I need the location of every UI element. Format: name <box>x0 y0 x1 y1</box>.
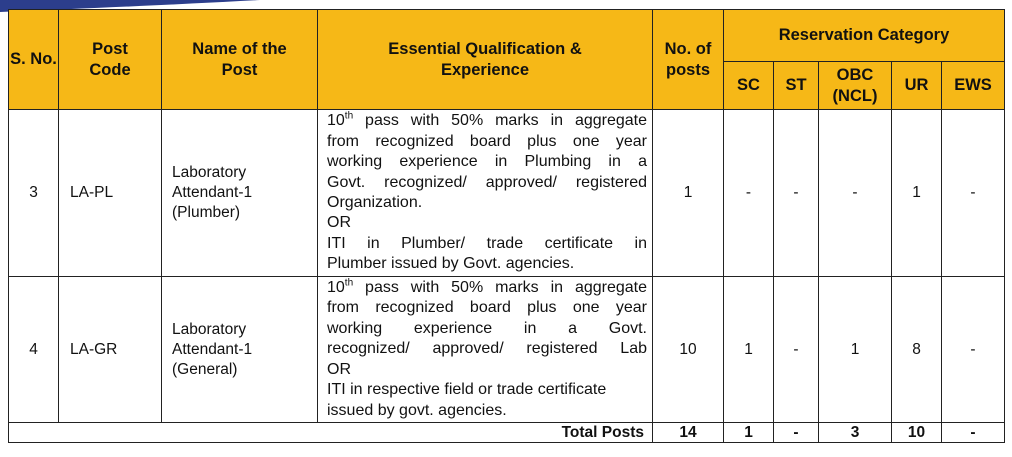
header-post-name: Name of the Post <box>162 10 318 110</box>
qualification-sup: th <box>344 111 354 123</box>
header-ur: UR <box>892 62 942 110</box>
qualification-line: OR <box>327 214 351 232</box>
total-row <box>9 423 1005 443</box>
cell-post-name <box>162 277 318 423</box>
cell-ur: 8 <box>892 277 942 423</box>
qualification-line: from recognized board plus one year <box>327 299 647 317</box>
post-name-line: Attendant-1 <box>172 340 253 358</box>
cell-ews: - <box>942 110 1005 277</box>
cell-post-code: LA-GR <box>59 277 162 423</box>
qualification-line <box>327 111 647 131</box>
qualification-line: working experience in Plumbing in a <box>327 153 647 171</box>
qualification-rest: pass with 50% marks in aggregate <box>353 279 647 297</box>
qualification-line: working experience in a Govt. <box>327 319 647 337</box>
post-name-line: (General) <box>172 360 238 378</box>
qualification-line: issued by govt. agencies. <box>327 401 507 419</box>
cell-sc: - <box>724 110 774 277</box>
header-sno: S. No. <box>9 10 59 110</box>
header-no-of-posts: No. of posts <box>653 10 724 110</box>
total-posts-label: Total Posts <box>9 423 653 443</box>
total-st: - <box>774 423 819 443</box>
qualification-prefix: 10 <box>327 279 345 297</box>
header-qualification: Essential Qualification & Experience <box>318 10 653 110</box>
total-ews: - <box>942 423 1005 443</box>
qualification-line: Organization. <box>327 194 423 211</box>
qualification-line: Plumber issued by Govt. agencies. <box>327 255 575 273</box>
qualification-line <box>327 278 647 298</box>
header-sc: SC <box>724 62 774 110</box>
total-ur: 10 <box>892 423 942 443</box>
table-row <box>9 277 1005 423</box>
cell-sno: 3 <box>9 110 59 277</box>
post-name-line: (Plumber) <box>172 204 241 221</box>
cell-obc: 1 <box>819 277 892 423</box>
post-name-line: Laboratory <box>172 164 247 181</box>
qualification-prefix: 10 <box>327 112 345 130</box>
header-post-code: Post Code <box>59 10 162 110</box>
total-obc: 3 <box>819 423 892 443</box>
cell-post-name <box>162 110 318 277</box>
table-row <box>9 110 1005 277</box>
cell-ur: 1 <box>892 110 942 277</box>
qualification-line: Govt. recognized/ approved/ registered <box>327 173 647 191</box>
qualification-line: from recognized board plus one year <box>327 132 647 150</box>
cell-qualification <box>318 110 653 277</box>
total-no-of-posts: 14 <box>653 423 724 443</box>
header-obc: OBC (NCL) <box>819 62 892 110</box>
qualification-line: ITI in Plumber/ trade certificate in <box>327 234 647 252</box>
header-reservation-category: Reservation Category <box>724 10 1005 62</box>
qualification-line: OR <box>327 360 351 378</box>
cell-sc: 1 <box>724 277 774 423</box>
qualification-line: ITI in respective field or trade certificate <box>327 381 607 399</box>
cell-obc: - <box>819 110 892 277</box>
cell-st: - <box>774 277 819 423</box>
header-st: ST <box>774 62 819 110</box>
cell-no-of-posts: 1 <box>653 110 724 277</box>
cell-sno: 4 <box>9 277 59 423</box>
cell-st: - <box>774 110 819 277</box>
cell-no-of-posts: 10 <box>653 277 724 423</box>
post-name-line: Laboratory <box>172 320 247 338</box>
total-sc: 1 <box>724 423 774 443</box>
cell-qualification <box>318 277 653 423</box>
header-ews: EWS <box>942 62 1005 110</box>
cell-ews: - <box>942 277 1005 423</box>
qualification-line: recognized/ approved/ registered Lab <box>327 340 647 358</box>
recruitment-table <box>8 9 1005 443</box>
post-name-line: Attendant-1 <box>172 184 253 201</box>
cell-post-code: LA-PL <box>59 110 162 277</box>
qualification-rest: pass with 50% marks in aggregate <box>353 112 647 130</box>
qualification-sup: th <box>344 277 354 289</box>
